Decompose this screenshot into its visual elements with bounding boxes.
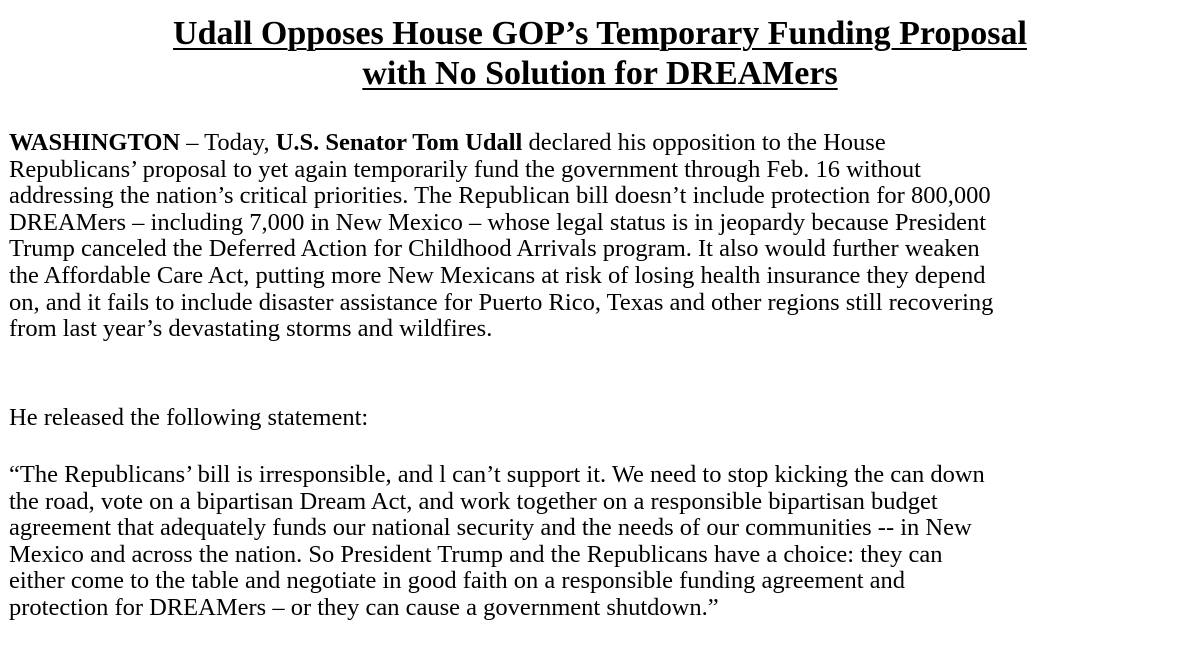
intro-line: on, and it fails to include disaster assistance for Puerto Rico, Texas and other regions still recovering xyxy=(9,288,994,316)
quote-line: either come to the table and negotiate in good faith on a responsible funding agreement and xyxy=(9,567,905,595)
dateline: WASHINGTON xyxy=(9,129,181,156)
quote-line: “The Republicans’ bill is irresponsible, and l can’t support it. We need to stop kicking the can down xyxy=(9,461,985,488)
intro-line: the Affordable Care Act, putting more New Mexicans at risk of losing health insurance they depend xyxy=(9,261,986,289)
quote-paragraph xyxy=(9,462,1194,622)
intro-line: from last year’s devastating storms and wildfires. xyxy=(9,315,493,343)
headline xyxy=(0,14,1200,94)
lead-text: – Today, xyxy=(180,129,276,156)
headline-line-2: with No Solution for DREAMers xyxy=(362,55,838,92)
intro-line: DREAMers – including 7,000 in New Mexico – whose legal status is in jeopardy because President xyxy=(9,208,987,236)
quote-line: the road, vote on a bipartisan Dream Act, and work together on a responsible bipartisan budget xyxy=(9,487,938,515)
senator-name: U.S. Senator Tom Udall xyxy=(275,129,523,156)
intro-line-1-rest: declared his opposition to the House xyxy=(522,129,886,156)
intro-line: Trump canceled the Deferred Action for Childhood Arrivals program. It also would further weaken xyxy=(9,235,980,263)
intro-line: Republicans’ proposal to yet again temporarily fund the government through Feb. 16 without xyxy=(9,155,921,183)
headline-line-1: Udall Opposes House GOP’s Temporary Funding Proposal xyxy=(173,15,1027,52)
intro-line-1 xyxy=(9,130,1194,157)
quote-line: Mexico and across the nation. So President Trump and the Republicans have a choice: they can xyxy=(9,540,943,568)
intro-line: addressing the nation’s critical priorities. The Republican bill doesn’t include protection for 800,000 xyxy=(9,182,991,210)
quote-line: agreement that adequately funds our national security and the needs of our communities -- in New xyxy=(9,514,972,542)
intro-paragraph xyxy=(9,130,1194,343)
quote-line: protection for DREAMers – or they can cause a government shutdown.” xyxy=(9,593,719,621)
statement-intro: He released the following statement: xyxy=(9,404,369,431)
